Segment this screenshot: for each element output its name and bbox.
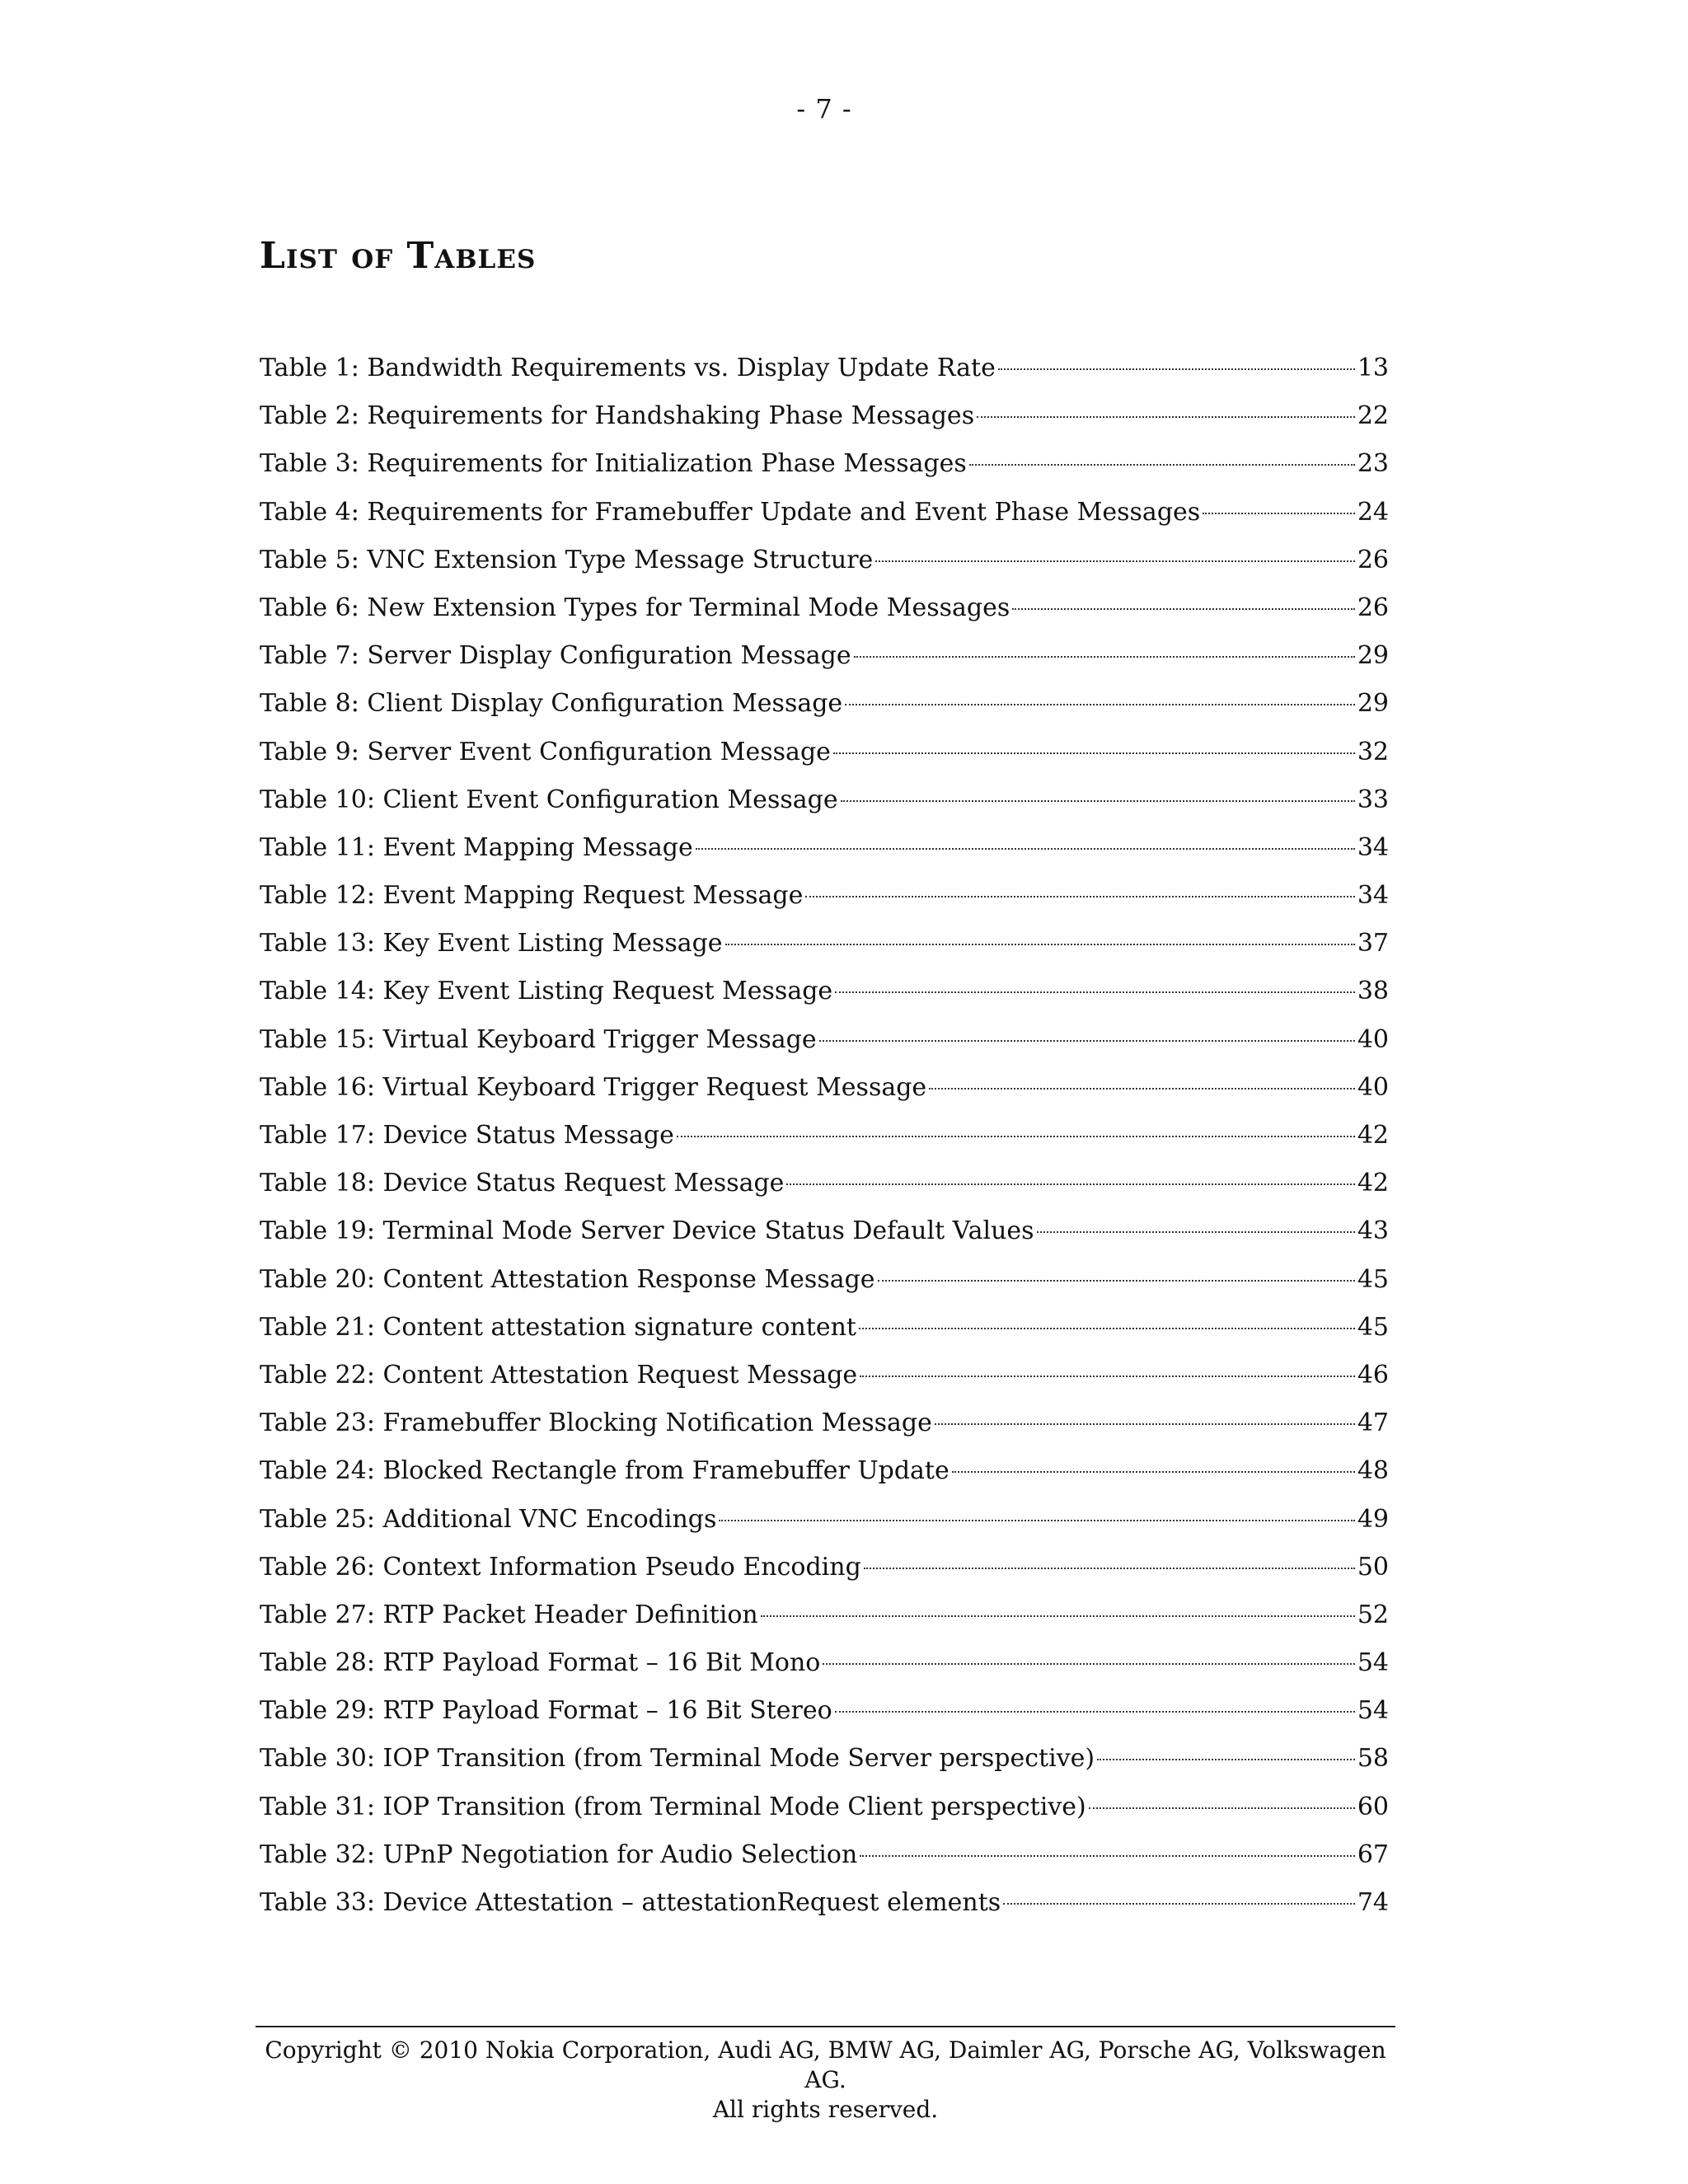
toc-entry[interactable] xyxy=(260,1687,1389,1735)
toc-entry[interactable] xyxy=(260,1735,1389,1783)
dot-leader xyxy=(835,1711,1355,1713)
dot-leader xyxy=(786,1183,1354,1185)
dot-leader xyxy=(725,944,1355,945)
toc-entry-page: 40 xyxy=(1357,1024,1389,1054)
toc-entry[interactable] xyxy=(260,872,1389,920)
footer xyxy=(256,2036,1395,2125)
toc-entry-title: Table 14: Key Event Listing Request Message xyxy=(260,977,833,1006)
dot-leader xyxy=(929,1088,1355,1090)
toc-entry-title: Table 24: Blocked Rectangle from Framebuffer Update xyxy=(260,1456,950,1486)
toc-entry-page: 29 xyxy=(1357,641,1389,671)
toc-entry-page: 45 xyxy=(1357,1312,1389,1342)
toc-entry[interactable] xyxy=(260,1544,1389,1591)
dot-leader xyxy=(875,560,1355,562)
toc-entry[interactable] xyxy=(260,1639,1389,1687)
toc-entry-title: Table 28: RTP Payload Format – 16 Bit Mono xyxy=(260,1648,821,1678)
toc-entry-page: 54 xyxy=(1357,1696,1389,1726)
toc-entry-title: Table 13: Key Event Listing Message xyxy=(260,929,723,958)
toc-entry-title: Table 9: Server Event Configuration Message xyxy=(260,737,831,766)
toc-entry-page: 45 xyxy=(1357,1264,1389,1294)
toc-entry[interactable] xyxy=(260,776,1389,824)
dot-leader xyxy=(835,991,1355,993)
toc-entry-page: 13 xyxy=(1357,354,1389,382)
toc-entry-page: 52 xyxy=(1357,1600,1389,1629)
dot-leader xyxy=(841,800,1355,802)
dot-leader xyxy=(878,1280,1355,1282)
dot-leader xyxy=(833,752,1355,754)
toc-entry-page: 32 xyxy=(1357,737,1389,766)
toc-entry[interactable] xyxy=(260,1256,1389,1304)
toc-entry-page: 33 xyxy=(1357,785,1389,814)
toc-entry-page: 49 xyxy=(1357,1504,1389,1534)
toc-entry[interactable] xyxy=(260,824,1389,872)
toc-entry[interactable] xyxy=(260,1160,1389,1207)
toc-entry-title: Table 22: Content Attestation Request Message xyxy=(260,1360,858,1390)
toc-entry-page: 34 xyxy=(1357,881,1389,911)
toc-entry-page: 24 xyxy=(1357,497,1389,527)
toc-entry-page: 43 xyxy=(1357,1216,1389,1246)
toc-entry[interactable] xyxy=(260,1112,1389,1160)
dot-leader xyxy=(860,1376,1355,1377)
dot-leader xyxy=(854,656,1355,658)
toc-entry[interactable] xyxy=(260,1831,1389,1879)
toc-entry-title: Table 21: Content attestation signature content xyxy=(260,1312,856,1342)
toc-entry-title: Table 29: RTP Payload Format – 16 Bit Stereo xyxy=(260,1696,832,1726)
toc-entry[interactable] xyxy=(260,1783,1389,1831)
dot-leader xyxy=(1037,1231,1355,1233)
toc-entry-page: 47 xyxy=(1357,1408,1389,1438)
toc-entry-title: Table 5: VNC Extension Type Message Structure xyxy=(260,545,874,574)
toc-entry-page: 48 xyxy=(1357,1456,1389,1486)
toc-entry[interactable] xyxy=(260,489,1389,537)
toc-entry-title: Table 12: Event Mapping Request Message xyxy=(260,881,804,911)
rights-reserved-text: All rights reserved. xyxy=(712,2096,939,2123)
toc-entry-title: Table 3: Requirements for Initialization Phase Messages xyxy=(260,449,967,479)
dot-leader xyxy=(719,1520,1354,1521)
toc-entry[interactable] xyxy=(260,680,1389,728)
toc-entry-page: 26 xyxy=(1357,545,1389,574)
toc-entry-page: 23 xyxy=(1357,449,1389,479)
dot-leader xyxy=(935,1423,1355,1425)
toc-entry-title: Table 18: Device Status Request Message xyxy=(260,1169,785,1198)
dot-leader xyxy=(859,1328,1355,1329)
dot-leader xyxy=(819,1040,1355,1042)
page-title: List of Tables xyxy=(260,235,537,277)
toc-entry[interactable] xyxy=(260,1399,1389,1447)
toc-entry[interactable] xyxy=(260,1879,1389,1927)
toc-entry[interactable] xyxy=(260,729,1389,776)
toc-entry[interactable] xyxy=(260,392,1389,440)
dot-leader xyxy=(860,1855,1355,1857)
toc-entry-page: 50 xyxy=(1357,1552,1389,1582)
dot-leader xyxy=(696,848,1355,850)
dot-leader xyxy=(1012,608,1355,610)
toc-entry[interactable] xyxy=(260,1207,1389,1255)
toc-entry-title: Table 7: Server Display Configuration Message xyxy=(260,641,851,671)
toc-entry-title: Table 25: Additional VNC Encodings xyxy=(260,1504,717,1534)
toc-entry-page: 26 xyxy=(1357,593,1389,622)
toc-entry-title: Table 10: Client Event Configuration Message xyxy=(260,785,838,814)
dot-leader xyxy=(845,704,1355,705)
toc-entry-title: Table 26: Context Information Pseudo Encoding xyxy=(260,1552,861,1582)
list-of-tables xyxy=(260,344,1389,1927)
toc-entry-title: Table 17: Device Status Message xyxy=(260,1121,674,1150)
toc-entry-title: Table 16: Virtual Keyboard Trigger Request Message xyxy=(260,1072,927,1102)
dot-leader xyxy=(677,1136,1355,1137)
toc-entry-page: 58 xyxy=(1357,1744,1389,1774)
toc-entry-title: Table 32: UPnP Negotiation for Audio Selection xyxy=(260,1840,858,1869)
dot-leader xyxy=(864,1568,1355,1569)
toc-entry-title: Table 6: New Extension Types for Terminal Mode Messages xyxy=(260,593,1010,622)
dot-leader xyxy=(998,368,1355,370)
toc-entry-title: Table 23: Framebuffer Blocking Notification Message xyxy=(260,1408,932,1438)
toc-entry[interactable] xyxy=(260,920,1389,968)
dot-leader xyxy=(761,1615,1355,1617)
page-number: - 7 - xyxy=(796,93,852,124)
toc-entry-title: Table 2: Requirements for Handshaking Phase Messages xyxy=(260,401,975,431)
dot-leader xyxy=(969,464,1355,466)
toc-entry[interactable] xyxy=(260,440,1389,488)
toc-entry[interactable] xyxy=(260,632,1389,680)
toc-entry-page: 34 xyxy=(1357,832,1389,862)
toc-entry-title: Table 30: IOP Transition (from Terminal Mode Server perspective) xyxy=(260,1744,1095,1774)
toc-entry-page: 42 xyxy=(1357,1121,1389,1150)
toc-entry[interactable] xyxy=(260,1304,1389,1352)
toc-entry-title: Table 20: Content Attestation Response Message xyxy=(260,1264,875,1294)
toc-entry[interactable] xyxy=(260,584,1389,632)
dot-leader xyxy=(977,416,1355,418)
toc-entry[interactable] xyxy=(260,1064,1389,1112)
dot-leader xyxy=(805,896,1354,898)
dot-leader xyxy=(1097,1759,1355,1760)
toc-entry-title: Table 8: Client Display Configuration Message xyxy=(260,689,843,719)
toc-entry-page: 74 xyxy=(1357,1888,1389,1917)
toc-entry-page: 22 xyxy=(1357,401,1389,431)
toc-entry-page: 67 xyxy=(1357,1840,1389,1869)
copyright-text: Copyright © 2010 Nokia Corporation, Audi AG, BMW AG, Daimler AG, Porsche AG, Volkswagen AG. xyxy=(265,2036,1386,2093)
dot-leader xyxy=(823,1663,1354,1665)
toc-entry-page: 60 xyxy=(1357,1792,1389,1821)
toc-entry[interactable] xyxy=(260,1352,1389,1399)
toc-entry[interactable] xyxy=(260,1447,1389,1495)
dot-leader xyxy=(1203,513,1355,514)
toc-entry-title: Table 33: Device Attestation – attestationRequest elements xyxy=(260,1888,1001,1917)
toc-entry-title: Table 11: Event Mapping Message xyxy=(260,832,693,862)
toc-entry-title: Table 27: RTP Packet Header Definition xyxy=(260,1600,758,1629)
toc-entry-page: 42 xyxy=(1357,1169,1389,1198)
footer-divider xyxy=(256,2026,1395,2027)
toc-entry-page: 46 xyxy=(1357,1360,1389,1390)
toc-entry-page: 29 xyxy=(1357,689,1389,719)
dot-leader xyxy=(1003,1903,1355,1905)
toc-entry-page: 40 xyxy=(1357,1072,1389,1102)
toc-entry[interactable] xyxy=(260,344,1389,392)
toc-entry[interactable] xyxy=(260,968,1389,1015)
toc-entry-page: 37 xyxy=(1357,929,1389,958)
toc-entry-title: Table 19: Terminal Mode Server Device Status Default Values xyxy=(260,1216,1034,1246)
toc-entry-title: Table 15: Virtual Keyboard Trigger Message xyxy=(260,1024,817,1054)
toc-entry[interactable] xyxy=(260,1016,1389,1064)
toc-entry-title: Table 1: Bandwidth Requirements vs. Display Update Rate xyxy=(260,354,996,382)
toc-entry-page: 54 xyxy=(1357,1648,1389,1678)
toc-entry[interactable] xyxy=(260,1496,1389,1544)
toc-entry-title: Table 31: IOP Transition (from Terminal Mode Client perspective) xyxy=(260,1792,1086,1821)
toc-entry-page: 38 xyxy=(1357,977,1389,1006)
toc-entry-title: Table 4: Requirements for Framebuffer Update and Event Phase Messages xyxy=(260,497,1201,527)
dot-leader xyxy=(1089,1807,1355,1809)
toc-entry[interactable] xyxy=(260,1591,1389,1639)
dot-leader xyxy=(952,1471,1355,1473)
toc-entry[interactable] xyxy=(260,537,1389,584)
